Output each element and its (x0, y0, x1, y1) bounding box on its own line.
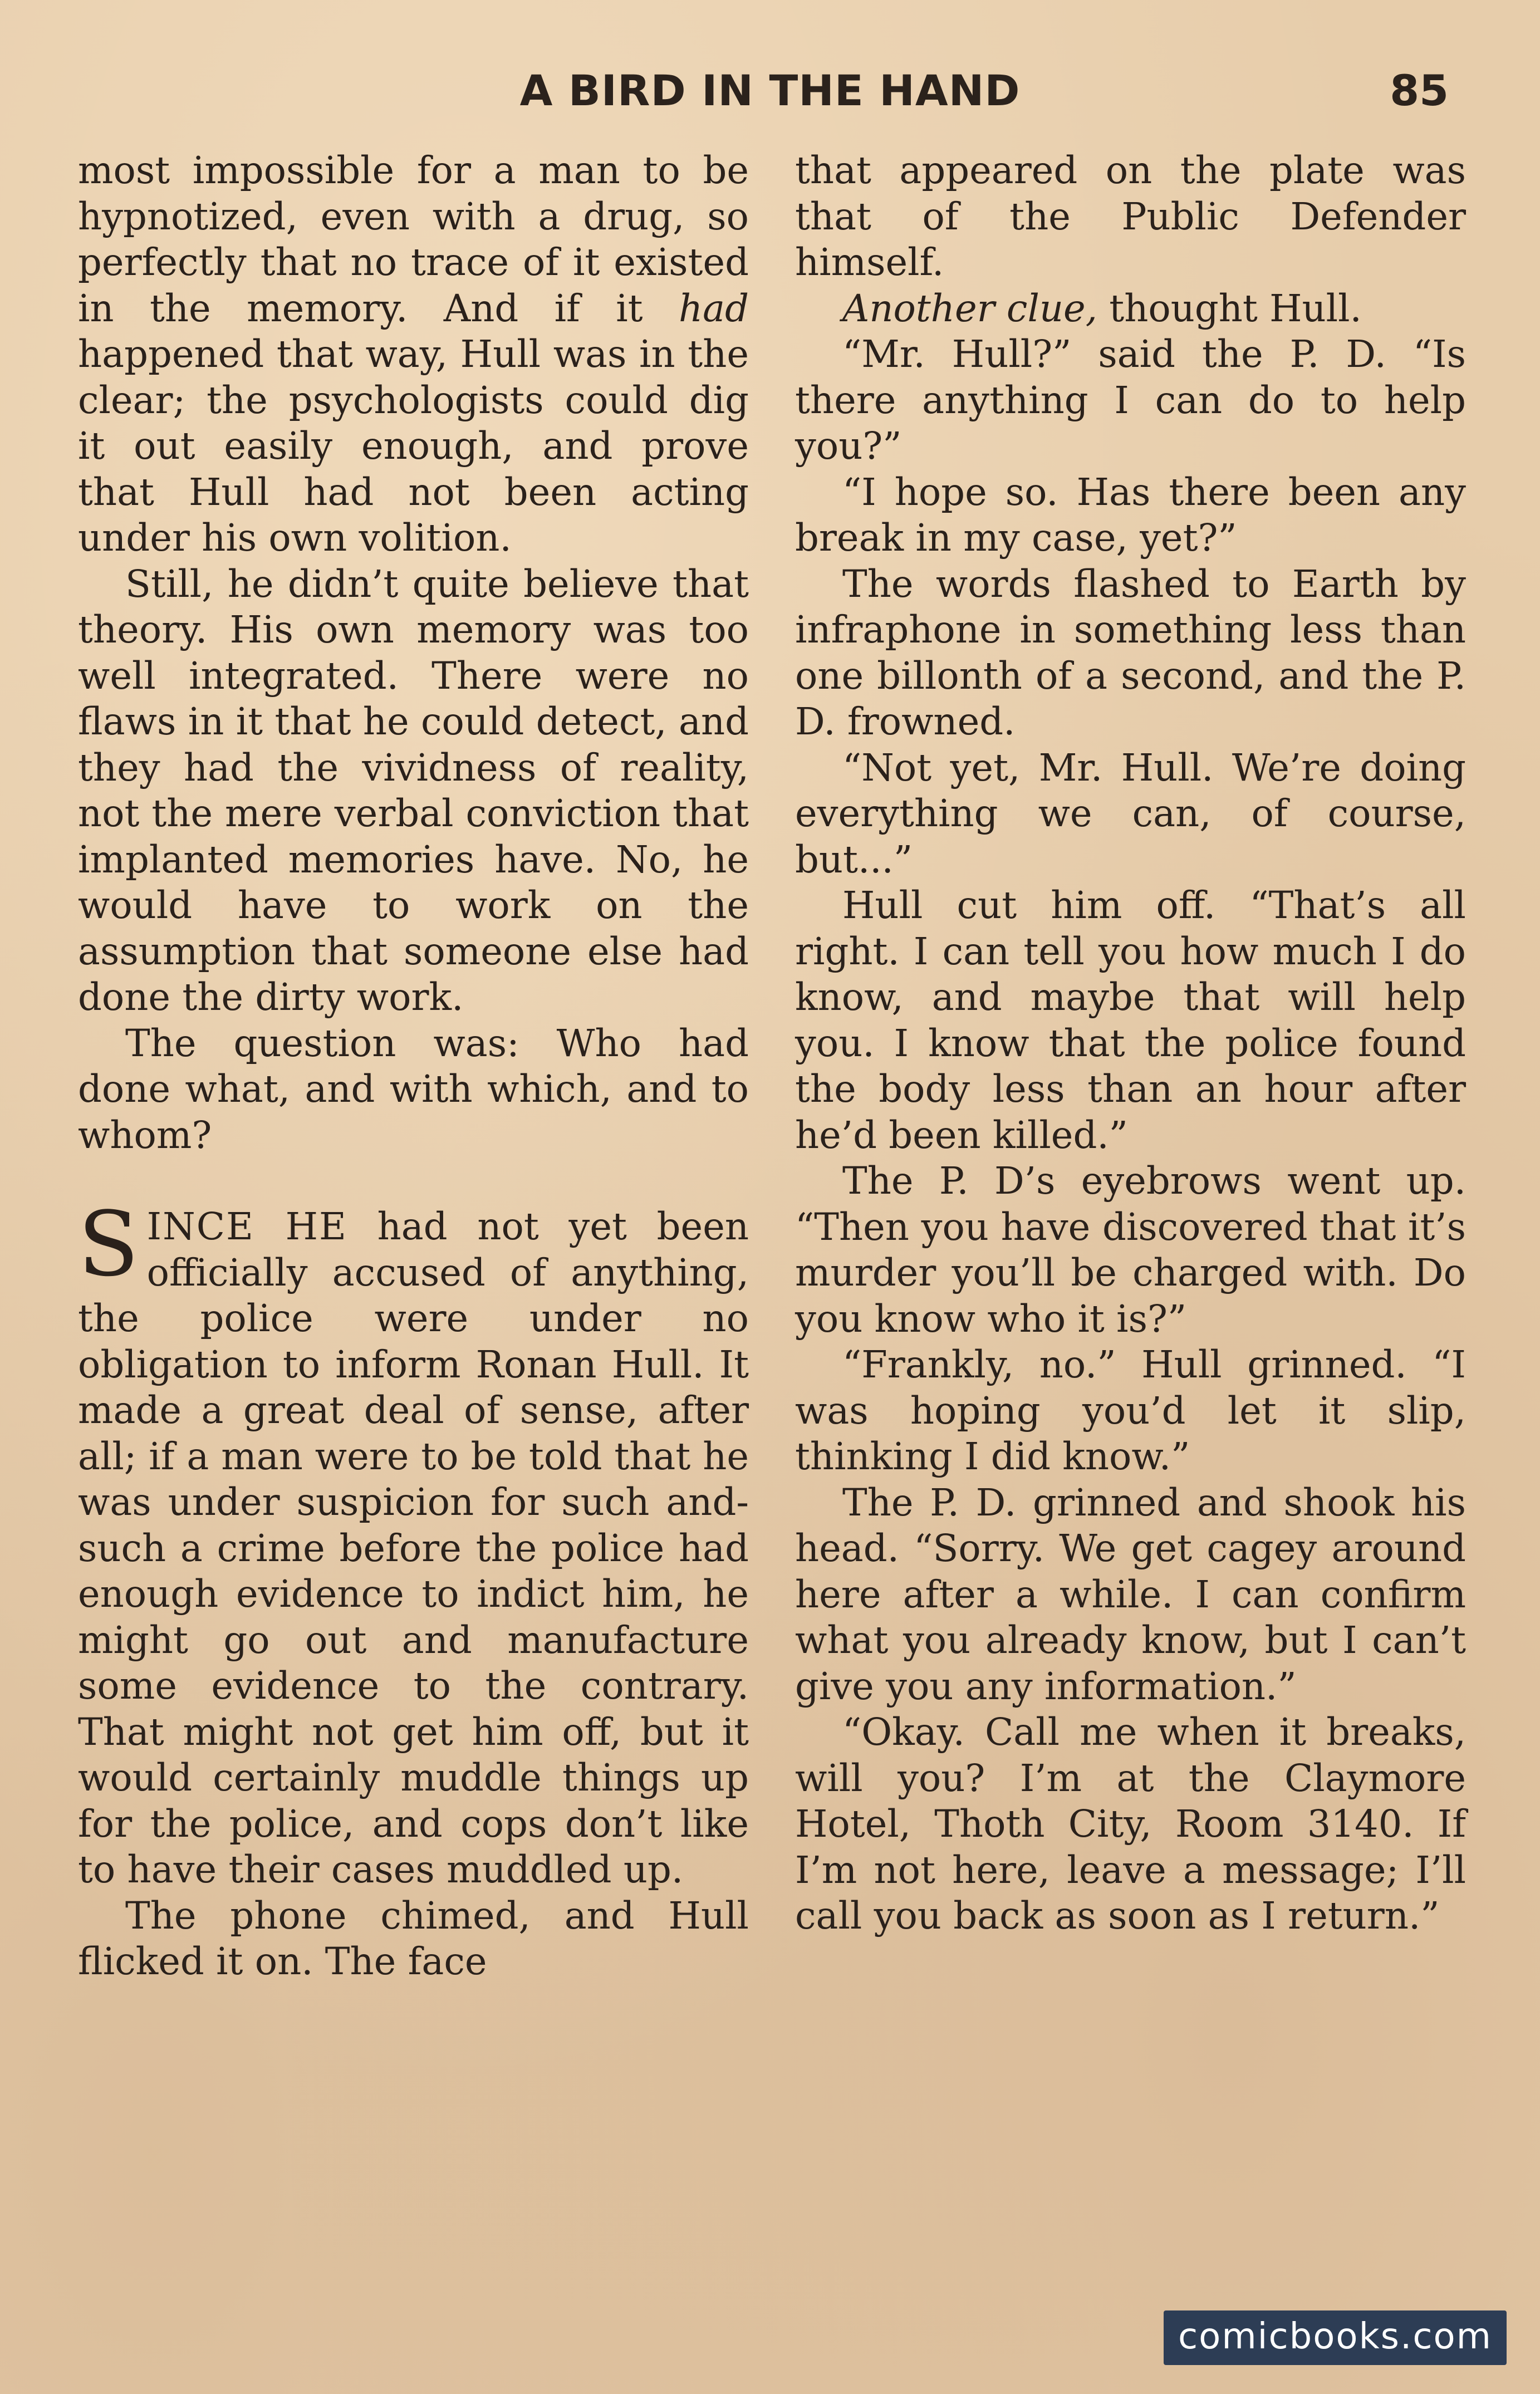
paragraph: “I hope so. Has there been any break in my case, yet?” (795, 470, 1466, 560)
paragraph: The P. D. grinned and shook his head. “Sorry. We get cagey around here after a while. I can confirm what you already know, but I can’t give you any information.” (795, 1480, 1466, 1708)
watermark-logo: comicbooks.com (1164, 2310, 1507, 2365)
section-opening-paragraph (78, 1192, 749, 1893)
paragraph: “Frankly, no.” Hull grinned. “I was hoping you’d let it slip, thinking I did know.” (795, 1343, 1466, 1478)
running-head (78, 66, 1462, 121)
right-column (795, 148, 1466, 1939)
page-number: 85 (1390, 66, 1449, 115)
paragraph: The phone chimed, and Hull flicked it on. The face (78, 1893, 749, 1983)
left-column (78, 148, 749, 1985)
paragraph: The words flashed to Earth by infraphone in something less than one billonth of a second, and the P. D. frowned. (795, 562, 1466, 743)
paragraph: “Mr. Hull?” said the P. D. “Is there anything I can do to help you?” (795, 332, 1466, 468)
paragraph: The P. D’s eyebrows went up. “Then you have discovered that it’s murder you’ll be charged with. Do you know who it is?” (795, 1159, 1466, 1341)
paragraph: “Okay. Call me when it breaks, will you? I’m at the Claymore Hotel, Thoth City, Room 3140. If I’m not here, leave a message; I’ll call you back as soon as I return.” (795, 1710, 1466, 1937)
paragraph: The question was: Who had done what, and with which, and to whom? (78, 1021, 749, 1157)
drop-cap: S (78, 1192, 139, 1296)
running-title: A BIRD IN THE HAND (519, 66, 1021, 115)
paragraph-text: thought Hull. (1097, 286, 1362, 330)
paragraph: Still, he didn’t quite believe that theory. His own memory was too well integrated. There were no flaws in it that he could detect, and they had the vividness of reality, not the mere verbal conviction that implanted memories have. No, he would have to work on the assumption that someone else had done the dirty work. (78, 562, 749, 1019)
section-paragraph-text: had not yet been officially accused of anything, the police were under no obligation to inform Ronan Hull. It made a great deal of sense, after all; if a man were to be told that he was under suspicion for such and-such a crime before the police had enough evidence to indict him, he might go out and manufacture some evidence to the contrary. That might not get him off, but it would certainly muddle things up for the police, and cops don’t like to have their cases muddled up. (78, 1205, 749, 1891)
paragraph (795, 286, 1466, 332)
paragraph: “Not yet, Mr. Hull. We’re doing everything we can, of course, but...” (795, 745, 1466, 881)
paragraph-continued: most impossible for a man to be hypnotized, even with a drug, so perfectly that no trace of it existed in the memory. And if it had happened that way, Hull was in the clear; the psychologists could dig it out easily enough, and prove that Hull had not been acting under his own volition. (78, 149, 749, 560)
paragraph: Hull cut him off. “That’s all right. I can tell you how much I do know, and maybe that will help you. I know that the police found the body less than an hour after he’d been killed.” (795, 884, 1466, 1157)
paragraph-continued: that appeared on the plate was that of the Public Defender himself. (795, 149, 1466, 284)
section-lead-in: INCE HE (146, 1205, 347, 1248)
italic-thought: Another clue, (842, 286, 1097, 330)
